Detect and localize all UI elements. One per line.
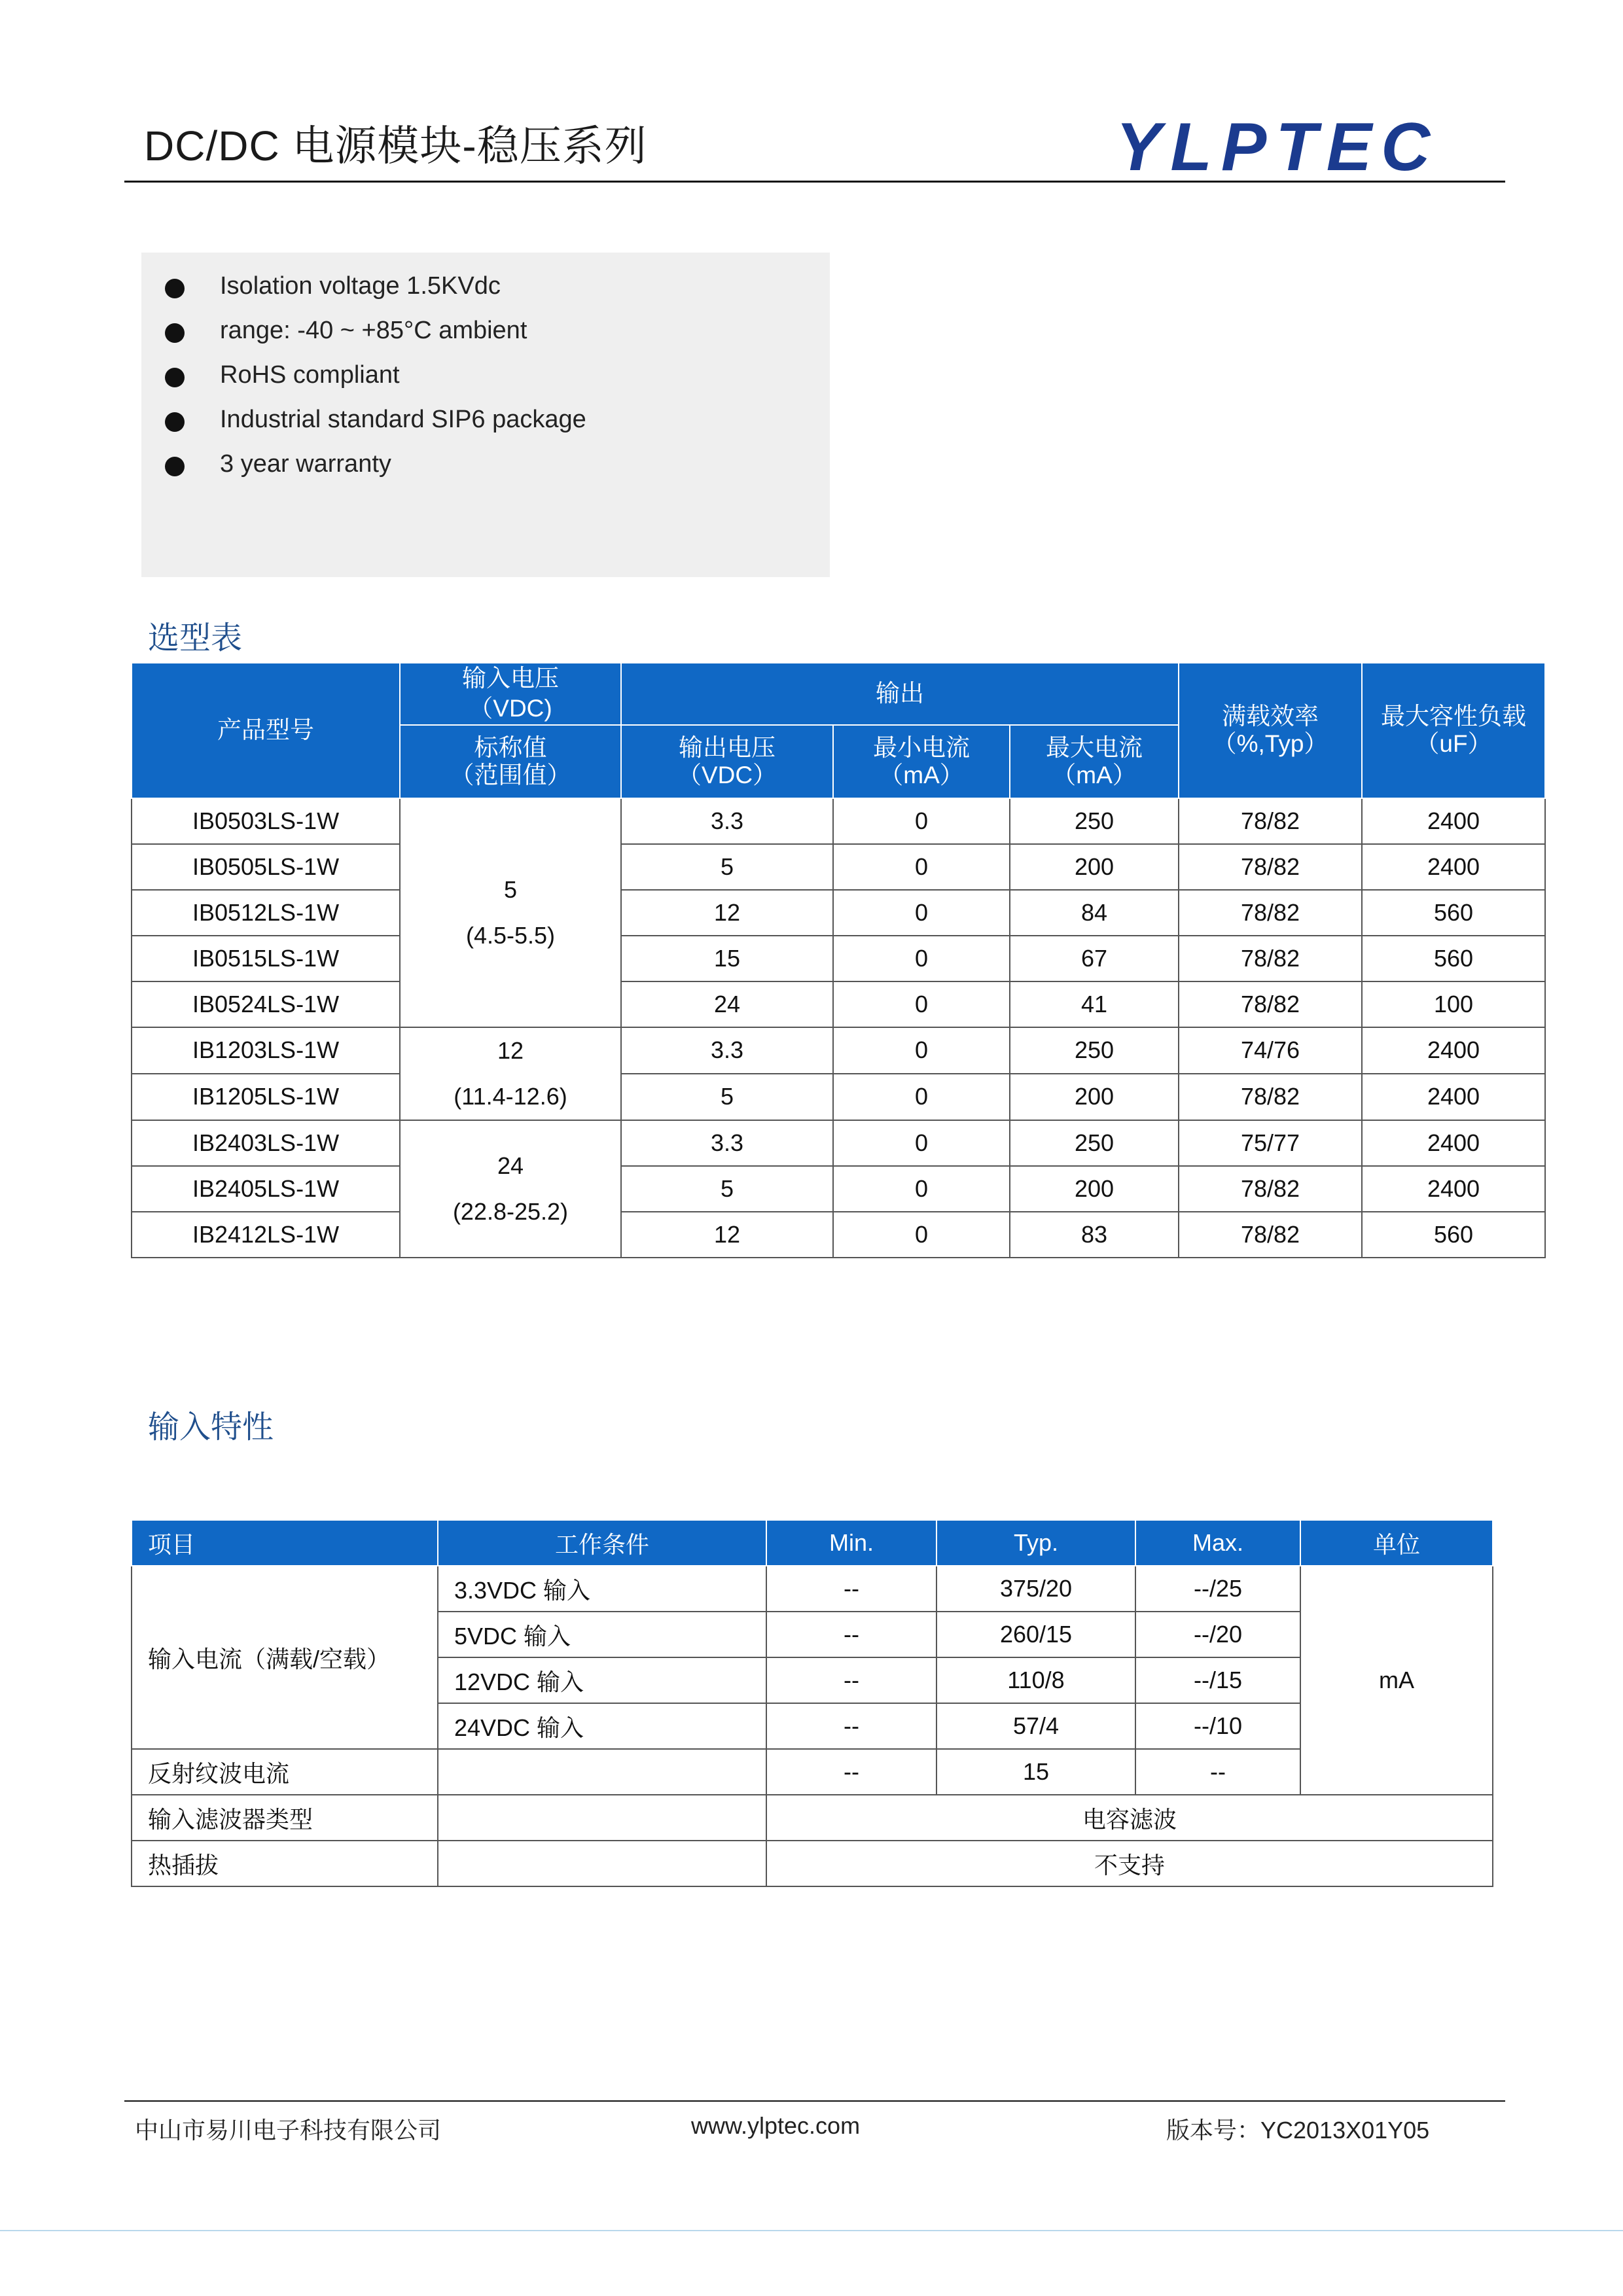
logo-text: YLPTEC	[1116, 118, 1440, 177]
model-cell: IB0515LS-1W	[132, 936, 400, 981]
table-row: IB0524LS-1W 24 0 41 78/82 100	[132, 981, 1545, 1027]
footer-divider	[124, 2100, 1505, 2102]
table-row	[132, 1795, 1493, 1841]
feature-list: Isolation voltage 1.5KVdc range: -40 ~ +85°C ambient RoHS compliant Industrial standard SIP6 package 3 year warranty	[141, 253, 830, 577]
header-max-capacitive-load: 最大容性负载 （uF）	[1362, 663, 1545, 798]
model-cell: IB0524LS-1W	[132, 981, 400, 1027]
header-min-current: 最小电流 （mA）	[833, 725, 1010, 798]
table-row: 反射纹波电流 -- 15 --	[132, 1749, 1493, 1795]
model-cell: IB1203LS-1W	[132, 1027, 400, 1074]
input-spec-table	[131, 1519, 1493, 1887]
filter-label: 输入滤波器类型	[132, 1795, 438, 1841]
header-input-voltage: 输入电压 （VDC)	[400, 663, 621, 725]
input-spec-title: 输入特性	[148, 1410, 274, 1445]
selection-table-title: 选型表	[148, 621, 243, 656]
header-output-voltage: 输出电压 （VDC）	[621, 725, 833, 798]
ripple-label: 反射纹波电流	[132, 1749, 438, 1795]
header-max: Max.	[1135, 1520, 1300, 1566]
input-voltage-cell: 24 (22.8-25.2)	[400, 1120, 621, 1258]
unit-cell: mA	[1300, 1566, 1493, 1795]
header-typ: Typ.	[936, 1520, 1135, 1566]
table-row: IB1205LS-1W 5 0 200 78/82 2400	[132, 1074, 1545, 1120]
table-row: IB0505LS-1W 5 0 200 78/82 2400	[132, 844, 1545, 890]
version-number: 版本号：YC2013X01Y05	[1166, 2117, 1430, 2144]
model-cell: IB0503LS-1W	[132, 798, 400, 844]
table-row: IB0503LS-1W 5 (4.5-5.5) 3.3 0 250 78/82 2400	[132, 798, 1545, 844]
hotplug-value: 不支持	[766, 1841, 1493, 1886]
page-bottom-line	[0, 2230, 1623, 2231]
header-input-nominal: 标称值 （范围值）	[400, 725, 621, 798]
model-cell: IB1205LS-1W	[132, 1074, 400, 1120]
selection-table	[131, 662, 1546, 1258]
table-row: IB1203LS-1W 12 (11.4-12.6) 3.3 0 250 74/76 2400	[132, 1027, 1545, 1074]
bullet-icon	[165, 457, 185, 476]
header-condition: 工作条件	[438, 1520, 766, 1566]
table-row: IB2403LS-1W 24 (22.8-25.2) 3.3 0 250 75/77 2400	[132, 1120, 1545, 1166]
bullet-icon	[165, 279, 185, 298]
table-row: IB0512LS-1W 12 0 84 78/82 560	[132, 890, 1545, 936]
bullet-icon	[165, 368, 185, 387]
website-link[interactable]: www.ylptec.com	[691, 2112, 861, 2139]
input-current-label: 输入电流（满载/空载）	[132, 1566, 438, 1749]
bullet-icon	[165, 323, 185, 343]
header-min: Min.	[766, 1520, 936, 1566]
table-row: IB2405LS-1W 5 0 200 78/82 2400	[132, 1166, 1545, 1212]
table-row: 5VDC 输入 -- 260/15 --/20	[132, 1612, 1493, 1657]
header-unit: 单位	[1300, 1520, 1493, 1566]
bullet-icon	[165, 412, 185, 432]
table-row: IB2412LS-1W 12 0 83 78/82 560	[132, 1212, 1545, 1258]
model-cell: IB2403LS-1W	[132, 1120, 400, 1166]
page-title: DC/DC 电源模块-稳压系列	[144, 122, 647, 169]
model-cell: IB0512LS-1W	[132, 890, 400, 936]
filter-value: 电容滤波	[766, 1795, 1493, 1841]
header-output: 输出	[621, 663, 1179, 725]
input-voltage-cell: 5 (4.5-5.5)	[400, 798, 621, 1027]
company-name: 中山市易川电子科技有限公司	[135, 2117, 442, 2144]
table-row: 12VDC 输入 -- 110/8 --/15	[132, 1657, 1493, 1703]
header-divider	[124, 181, 1505, 183]
table-row: 输入电流（满载/空载） 3.3VDC 输入 -- 375/20 --/25 mA	[132, 1566, 1493, 1612]
table-row: IB0515LS-1W 15 0 67 78/82 560	[132, 936, 1545, 981]
header-efficiency: 满载效率 （%,Typ）	[1179, 663, 1362, 798]
header-item: 项目	[132, 1520, 438, 1566]
model-cell: IB2412LS-1W	[132, 1212, 400, 1258]
hotplug-label: 热插拔	[132, 1841, 438, 1886]
model-cell: IB0505LS-1W	[132, 844, 400, 890]
model-cell: IB2405LS-1W	[132, 1166, 400, 1212]
ylptec-logo	[1116, 118, 1469, 177]
table-row: 24VDC 输入 -- 57/4 --/10	[132, 1703, 1493, 1749]
header-max-current: 最大电流 （mA）	[1010, 725, 1179, 798]
input-voltage-cell: 12 (11.4-12.6)	[400, 1027, 621, 1120]
table-row	[132, 1841, 1493, 1886]
header-model: 产品型号	[132, 663, 400, 798]
